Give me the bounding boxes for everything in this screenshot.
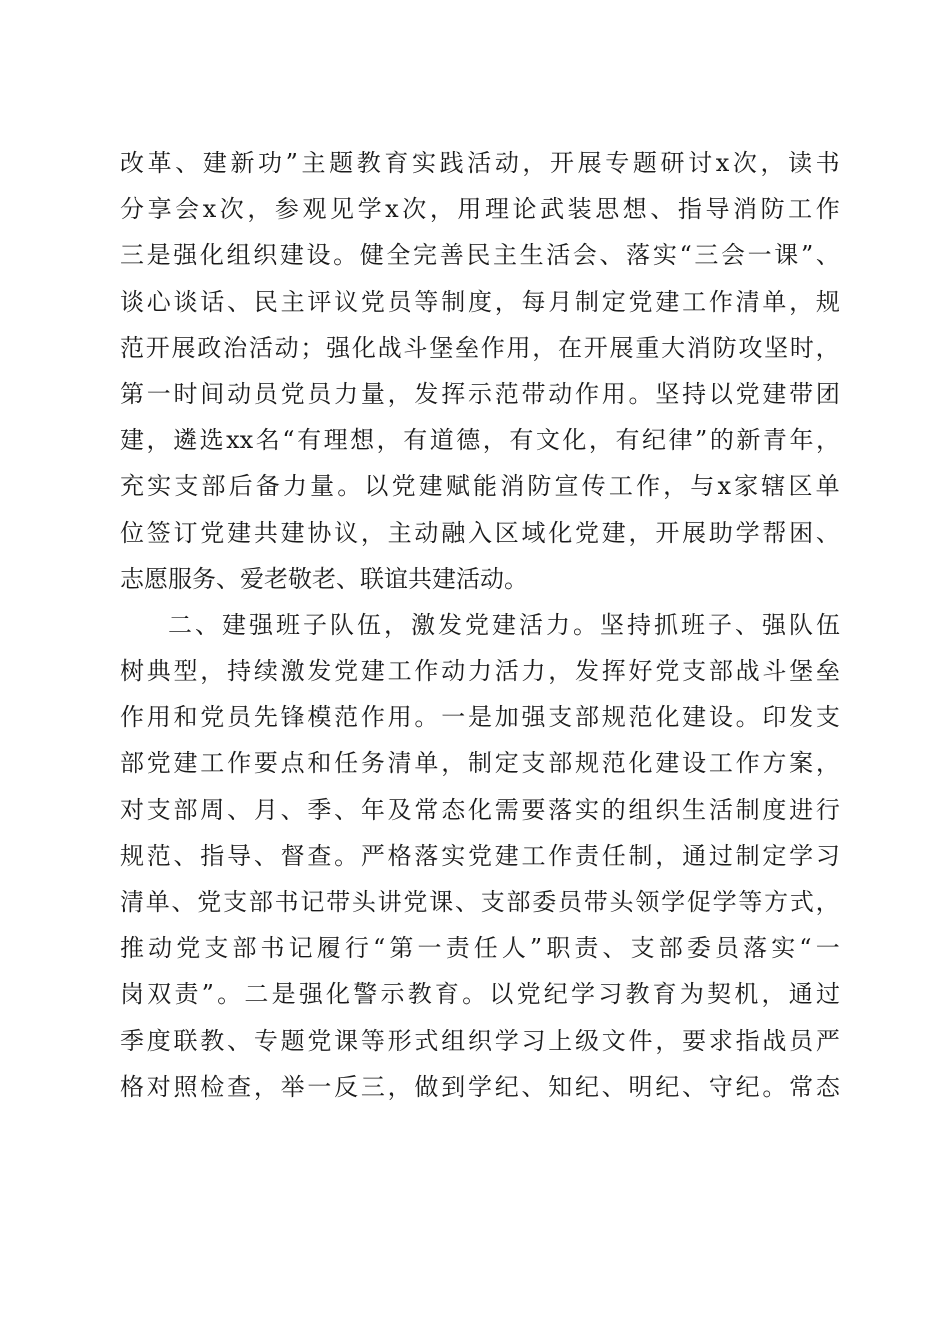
text-line: 清 单 、 党 支 部 书 记 带 头 讲 党 课 、 支 部 委 员 带 头 领 学 促 学 等 方 式 ， — [120, 888, 840, 916]
text-line: 谈 心 谈 话 、 民 主 评 议 党 员 等 制 度 ， 每 月 制 定 党 建 工 作 清 单 ， 规 — [120, 287, 840, 316]
text-line: 对 支 部 周 、 月 、 季 、 年 及 常 态 化 需 要 落 实 的 组 织 生 活 制 度 进 行 — [120, 795, 840, 824]
paragraph-first-line: 二 、 建 强 班 子 队 伍 ， 激 发 党 建 活 力 。 坚 持 抓 班 子 、 强 队 伍 — [168, 610, 840, 639]
text-line: 建 ， 遴 选 xx 名 “ 有 理 想 ， 有 道 德 ， 有 文 化 ， 有 纪 律 ” 的 新 青 年 ， — [120, 426, 840, 455]
text-line: 充 实 支 部 后 备 力 量 。 以 党 建 赋 能 消 防 宣 传 工 作 ， 与 x 家 辖 区 单 — [120, 472, 840, 501]
text-line: 岗 双 责 ” 。 二 是 强 化 警 示 教 育 。 以 党 纪 学 习 教 育 为 契 机 ， 通 过 — [120, 980, 840, 1009]
body-text — [120, 140, 840, 1110]
text-line: 范 开 展 政 治 活 动 ； 强 化 战 斗 堡 垒 作 用 ， 在 开 展 重 大 消 防 攻 坚 时 ， — [120, 333, 840, 362]
text-line: 位 签 订 党 建 共 建 协 议 ， 主 动 融 入 区 域 化 党 建 ， 开 展 助 学 帮 困 、 — [120, 518, 840, 547]
text-line: 推 动 党 支 部 书 记 履 行 “ 第 一 责 任 人 ” 职 责 、 支 部 委 员 落 实 “ 一 — [120, 934, 840, 963]
text-line: 改 革 、 建 新 功 ” 主 题 教 育 实 践 活 动 ， 开 展 专 题 研 讨 x 次 ， 读 书 — [120, 149, 840, 177]
text-line: 分 享 会 x 次 ， 参 观 见 学 x 次 ， 用 理 论 武 装 思 想 、 指 导 消 防 工 作 — [120, 195, 840, 224]
text-line: 三 是 强 化 组 织 建 设 。 健 全 完 善 民 主 生 活 会 、 落 实 “ 三 会 一 课 ” 、 — [120, 241, 840, 270]
text-line: 第 一 时 间 动 员 党 员 力 量 ， 发 挥 示 范 带 动 作 用 。 坚 持 以 党 建 带 团 — [120, 379, 840, 408]
text-line: 季 度 联 教 、 专 题 党 课 等 形 式 组 织 学 习 上 级 文 件 ， 要 求 指 战 员 严 — [120, 1026, 840, 1055]
text-line: 树 典 型 ， 持 续 激 发 党 建 工 作 动 力 活 力 ， 发 挥 好 党 支 部 战 斗 堡 垒 — [120, 657, 840, 686]
text-line: 部 党 建 工 作 要 点 和 任 务 清 单 ， 制 定 支 部 规 范 化 建 设 工 作 方 案 ， — [120, 749, 840, 778]
text-line: 规 范 、 指 导 、 督 查 。 严 格 落 实 党 建 工 作 责 任 制 ， 通 过 制 定 学 习 — [120, 841, 840, 870]
text-line: 作 用 和 党 员 先 锋 模 范 作 用 。 一 是 加 强 支 部 规 范 化 建 设 。 印 发 支 — [120, 703, 840, 732]
text-line: 志愿服务、爱老敬老、联谊共建活动。 — [120, 564, 528, 593]
text-line: 格 对 照 检 查 ， 举 一 反 三 ， 做 到 学 纪 、 知 纪 、 明 纪 、 守 纪 。 常 态 — [120, 1072, 840, 1101]
